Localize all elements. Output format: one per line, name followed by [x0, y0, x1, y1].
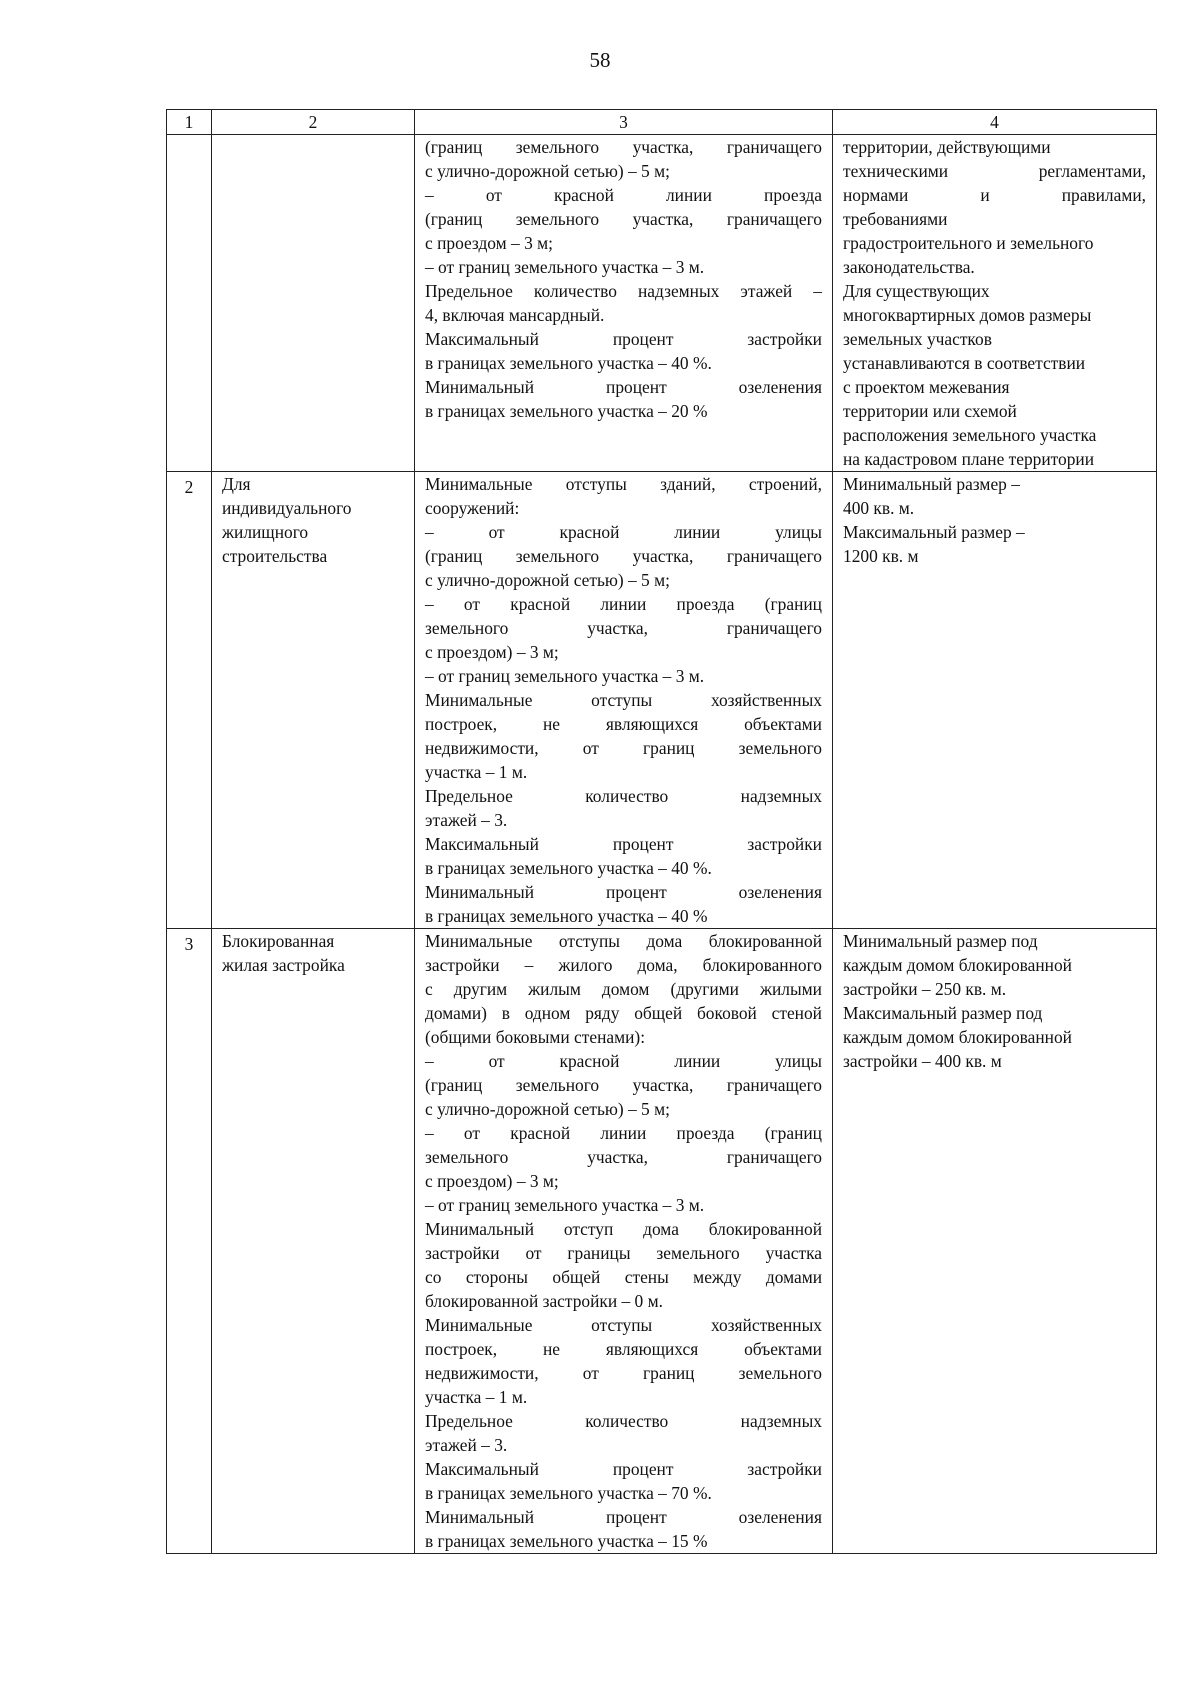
- use-line: жилищного: [222, 522, 309, 542]
- params-line: с другим жилым домом (другими жилыми: [425, 979, 822, 999]
- params-line: недвижимости, от границ земельного: [425, 1363, 822, 1383]
- params-line: Предельное количество надземных этажей –: [425, 281, 822, 301]
- params-line: застройки – жилого дома, блокированного: [425, 955, 822, 975]
- params-line: с проездом – 3 м;: [425, 233, 553, 253]
- sizes-line: законодательства.: [843, 257, 975, 277]
- table-row: [167, 472, 1157, 929]
- params-line: Максимальный процент застройки: [425, 1459, 822, 1479]
- params-line: этажей – 3.: [425, 810, 508, 830]
- sizes-line: земельных участков: [843, 329, 992, 349]
- params-line: недвижимости, от границ земельного: [425, 738, 822, 758]
- permitted-use: [212, 135, 415, 472]
- params-line: в границах земельного участка – 15 %: [425, 1531, 708, 1551]
- page-number: 58: [589, 48, 611, 72]
- regulations-table: [166, 109, 1157, 1554]
- params-line: построек, не являющихся объектами: [425, 1339, 822, 1359]
- construction-parameters: [415, 472, 833, 929]
- sizes-line: устанавливаются в соответствии: [843, 353, 1086, 373]
- params-line: сооружений:: [425, 498, 520, 518]
- permitted-use: [212, 929, 415, 1554]
- row-number: 3: [167, 929, 212, 1554]
- params-line: Предельное количество надземных: [425, 786, 822, 806]
- construction-parameters: [415, 929, 833, 1554]
- params-line: – от красной линии улицы: [425, 522, 822, 542]
- params-line: земельного участка, граничащего: [425, 618, 822, 638]
- sizes-line: техническими регламентами,: [843, 161, 1146, 181]
- sizes-line: Для существующих: [843, 281, 990, 301]
- table-row: [167, 135, 1157, 472]
- sizes-line: каждым домом блокированной: [843, 1027, 1072, 1047]
- params-line: с улично-дорожной сетью) – 5 м;: [425, 1099, 670, 1119]
- construction-parameters: [415, 135, 833, 472]
- params-line: (границ земельного участка, граничащего: [425, 209, 822, 229]
- sizes-line: территории или схемой: [843, 401, 1017, 421]
- params-line: – от границ земельного участка – 3 м.: [425, 257, 705, 277]
- sizes-line: градостроительного и земельного: [843, 233, 1094, 253]
- params-line: (границ земельного участка, граничащего: [425, 137, 822, 157]
- header-col-2: 2: [212, 110, 415, 135]
- params-line: (границ земельного участка, граничащего: [425, 1075, 822, 1095]
- sizes-line: Максимальный размер –: [843, 522, 1025, 542]
- params-line: – от красной линии проезда (границ: [425, 594, 822, 614]
- params-line: Максимальный процент застройки: [425, 834, 822, 854]
- params-line: Минимальные отступы зданий, строений,: [425, 474, 822, 494]
- use-line: Блокированная: [222, 931, 335, 951]
- use-line: индивидуального: [222, 498, 352, 518]
- params-line: – от красной линии улицы: [425, 1051, 822, 1071]
- params-line: земельного участка, граничащего: [425, 1147, 822, 1167]
- table-header-row: [167, 110, 1157, 135]
- sizes-line: многоквартирных домов размеры: [843, 305, 1092, 325]
- params-line: – от границ земельного участка – 3 м.: [425, 666, 705, 686]
- sizes-line: нормами и правилами,: [843, 185, 1146, 205]
- params-line: с улично-дорожной сетью) – 5 м;: [425, 161, 670, 181]
- params-line: с улично-дорожной сетью) – 5 м;: [425, 570, 670, 590]
- params-line: с проездом) – 3 м;: [425, 642, 559, 662]
- sizes-line: Минимальный размер под: [843, 931, 1038, 951]
- params-line: Минимальный процент озеленения: [425, 1507, 822, 1527]
- params-line: в границах земельного участка – 40 %.: [425, 353, 712, 373]
- params-line: с проездом) – 3 м;: [425, 1171, 559, 1191]
- table-row: [167, 929, 1157, 1554]
- params-line: Максимальный процент застройки: [425, 329, 822, 349]
- params-line: со стороны общей стены между домами: [425, 1267, 822, 1287]
- params-line: (общими боковыми стенами):: [425, 1027, 646, 1047]
- sizes-line: застройки – 250 кв. м.: [843, 979, 1007, 999]
- sizes-line: застройки – 400 кв. м: [843, 1051, 1002, 1071]
- sizes-line: каждым домом блокированной: [843, 955, 1072, 975]
- params-line: участка – 1 м.: [425, 762, 528, 782]
- params-line: Минимальный процент озеленения: [425, 377, 822, 397]
- header-col-3: 3: [415, 110, 833, 135]
- params-line: участка – 1 м.: [425, 1387, 528, 1407]
- params-line: домами) в одном ряду общей боковой стеной: [425, 1003, 822, 1023]
- params-line: – от красной линии проезда (границ: [425, 1123, 822, 1143]
- use-line: Для: [222, 474, 251, 494]
- plot-sizes: [833, 472, 1157, 929]
- sizes-line: территории, действующими: [843, 137, 1051, 157]
- params-line: – от красной линии проезда: [425, 185, 822, 205]
- header-col-4: 4: [833, 110, 1157, 135]
- use-line: строительства: [222, 546, 328, 566]
- params-line: в границах земельного участка – 40 %.: [425, 858, 712, 878]
- params-line: – от границ земельного участка – 3 м.: [425, 1195, 705, 1215]
- sizes-line: 400 кв. м.: [843, 498, 915, 518]
- params-line: в границах земельного участка – 70 %.: [425, 1483, 712, 1503]
- plot-sizes: [833, 929, 1157, 1554]
- plot-sizes: [833, 135, 1157, 472]
- sizes-line: Максимальный размер под: [843, 1003, 1043, 1023]
- params-line: Минимальные отступы хозяйственных: [425, 690, 822, 710]
- row-number: 2: [167, 472, 212, 929]
- params-line: Минимальные отступы хозяйственных: [425, 1315, 822, 1335]
- sizes-line: на кадастровом плане территории: [843, 449, 1095, 469]
- table-body: [167, 135, 1157, 1554]
- header-col-1: 1: [167, 110, 212, 135]
- params-line: застройки от границы земельного участка: [425, 1243, 822, 1263]
- params-line: в границах земельного участка – 20 %: [425, 401, 708, 421]
- sizes-line: 1200 кв. м: [843, 546, 919, 566]
- params-line: Предельное количество надземных: [425, 1411, 822, 1431]
- params-line: (границ земельного участка, граничащего: [425, 546, 822, 566]
- sizes-line: расположения земельного участка: [843, 425, 1097, 445]
- sizes-line: с проектом межевания: [843, 377, 1010, 397]
- params-line: Минимальные отступы дома блокированной: [425, 931, 822, 951]
- params-line: 4, включая мансардный.: [425, 305, 605, 325]
- permitted-use: [212, 472, 415, 929]
- params-line: в границах земельного участка – 40 %: [425, 906, 708, 926]
- use-line: жилая застройка: [222, 955, 345, 975]
- row-number: [167, 135, 212, 472]
- params-line: этажей – 3.: [425, 1435, 508, 1455]
- sizes-line: требованиями: [843, 209, 948, 229]
- params-line: построек, не являющихся объектами: [425, 714, 822, 734]
- sizes-line: Минимальный размер –: [843, 474, 1020, 494]
- params-line: Минимальный отступ дома блокированной: [425, 1219, 822, 1239]
- params-line: блокированной застройки – 0 м.: [425, 1291, 663, 1311]
- params-line: Минимальный процент озеленения: [425, 882, 822, 902]
